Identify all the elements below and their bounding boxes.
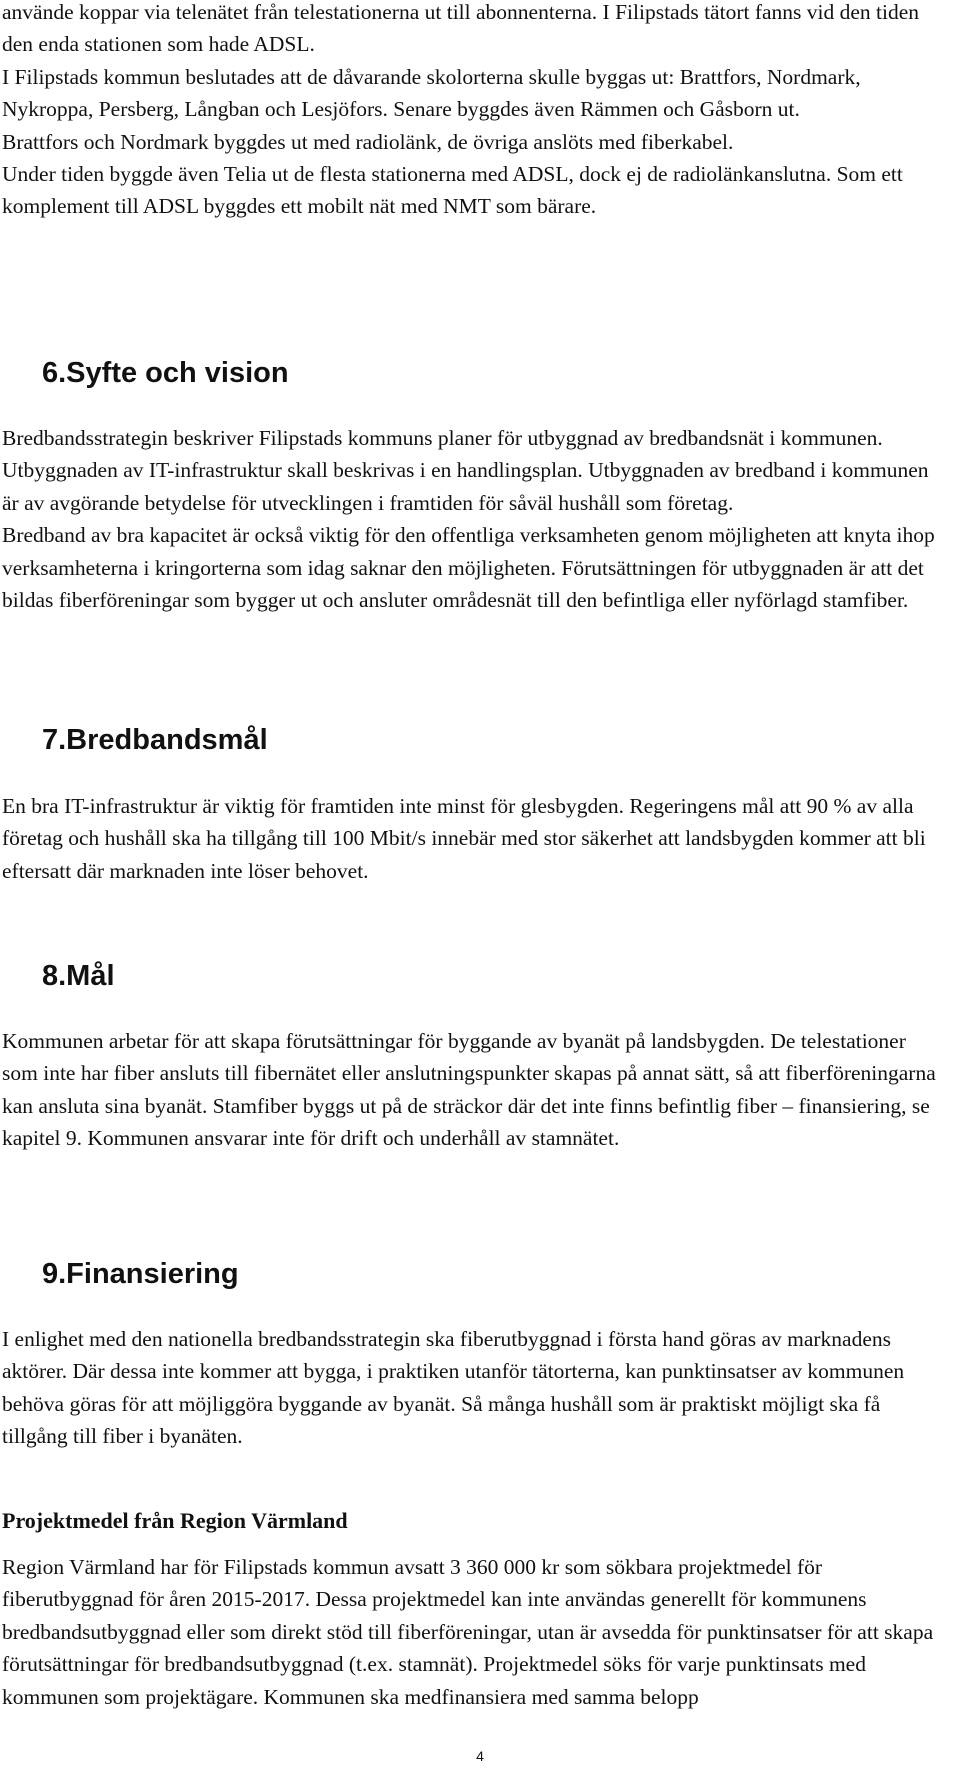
section-heading-finansiering: 9.Finansiering: [42, 1258, 239, 1290]
section-body-bredbandsmal: [2, 790, 946, 887]
subsection-body: [2, 1551, 946, 1713]
subsection-heading: Projektmedel från Region Värmland: [2, 1508, 348, 1533]
section-paragraph: En bra IT-infrastruktur är viktig för framtiden inte minst för glesbygden. Regeringens mål att 90 % av alla företag och hushåll ska ha tillgång till 100 Mbit/s innebär med stor säkerhet att landsbygden kommer att bli eftersatt där marknaden inte löser behovet.: [2, 794, 926, 883]
section-paragraph: Kommunen arbetar för att skapa förutsättningar för byggande av byanät på landsbygden. De telestationer som inte har fiber ansluts till fibernätet eller anslutningspunkter skapas på annat sätt, så att fiberföreningarna kan ansluta sina byanät. Stamfiber byggs ut på de sträckor där det inte finns befintlig fiber – finansiering, se kapitel 9. Kommunen ansvarar inte för drift och underhåll av stamnätet.: [2, 1029, 936, 1151]
intro-paragraph: Under tiden byggde även Telia ut de flesta stationerna med ADSL, dock ej de radiolänkanslutna. Som ett komplement till ADSL byggdes ett mobilt nät med NMT som bärare.: [2, 162, 903, 219]
section-heading-bredbandsmal: 7.Bredbandsmål: [42, 724, 268, 756]
section-body-syfte: [2, 422, 946, 616]
section-paragraph: I enlighet med den nationella bredbandsstrategin ska fiberutbyggnad i första hand göras av marknadens aktörer. Där dessa inte kommer att bygga, i praktiken utanför tätorterna, kan punktinsatser av kommunen behöva göras för att möjliggöra byggande av byanät. Så många hushåll som är praktiskt möjligt ska få tillgång till fiber i byanäten.: [2, 1327, 905, 1449]
page-number: 4: [476, 1748, 484, 1764]
intro-block: [2, 0, 946, 223]
subsection-paragraph: Region Värmland har för Filipstads kommun avsatt 3 360 000 kr som sökbara projektmedel för fiberutbyggnad för åren 2015-2017. Dessa projektmedel kan inte användas generellt för kommunens bredbandsutbyggnad eller som direkt stöd till fiberföreningar, utan är avsedda för punktinsatser för att skapa förutsättningar för bredbandsutbyggnad (t.ex. stamnät). Projektmedel söks för varje punktinsats med kommunen som projektägare. Kommunen ska medfinansiera med samma belopp: [2, 1555, 934, 1709]
intro-paragraph: Brattfors och Nordmark byggdes ut med radiolänk, de övriga anslöts med fiberkabel.: [2, 129, 734, 154]
section-paragraph: Bredband av bra kapacitet är också viktig för den offentliga verksamheten genom möjligheten att knyta ihop verksamheterna i kringorterna som idag saknar den möjligheten. Förutsättningen för utbyggnaden är att det bildas fiberföreningar som bygger ut och ansluter områdesnät till den befintliga eller nyförlagd stamfiber.: [2, 523, 935, 613]
section-body-finansiering: [2, 1323, 946, 1453]
section-heading-syfte: 6.Syfte och vision: [42, 357, 289, 389]
section-body-mal: [2, 1025, 946, 1155]
intro-paragraph: använde koppar via telenätet från telestationerna ut till abonnenterna. I Filipstads tätort fanns vid den tiden den enda stationen som hade ADSL.: [2, 0, 920, 57]
section-paragraph: Bredbandsstrategin beskriver Filipstads kommuns planer för utbyggnad av bredbandsnät i kommunen. Utbyggnaden av IT-infrastruktur skall beskrivas i en handlingsplan. Utbyggnaden av bredband i kommunen är av avgörande betydelse för utvecklingen i framtiden för såväl hushåll som företag.: [2, 426, 929, 515]
section-heading-mal: 8.Mål: [42, 960, 115, 992]
intro-paragraph: I Filipstads kommun beslutades att de dåvarande skolorterna skulle byggas ut: Brattfors, Nordmark, Nykroppa, Persberg, Långban och Lesjöfors. Senare byggdes även Rämmen och Gåsborn ut.: [2, 64, 861, 122]
